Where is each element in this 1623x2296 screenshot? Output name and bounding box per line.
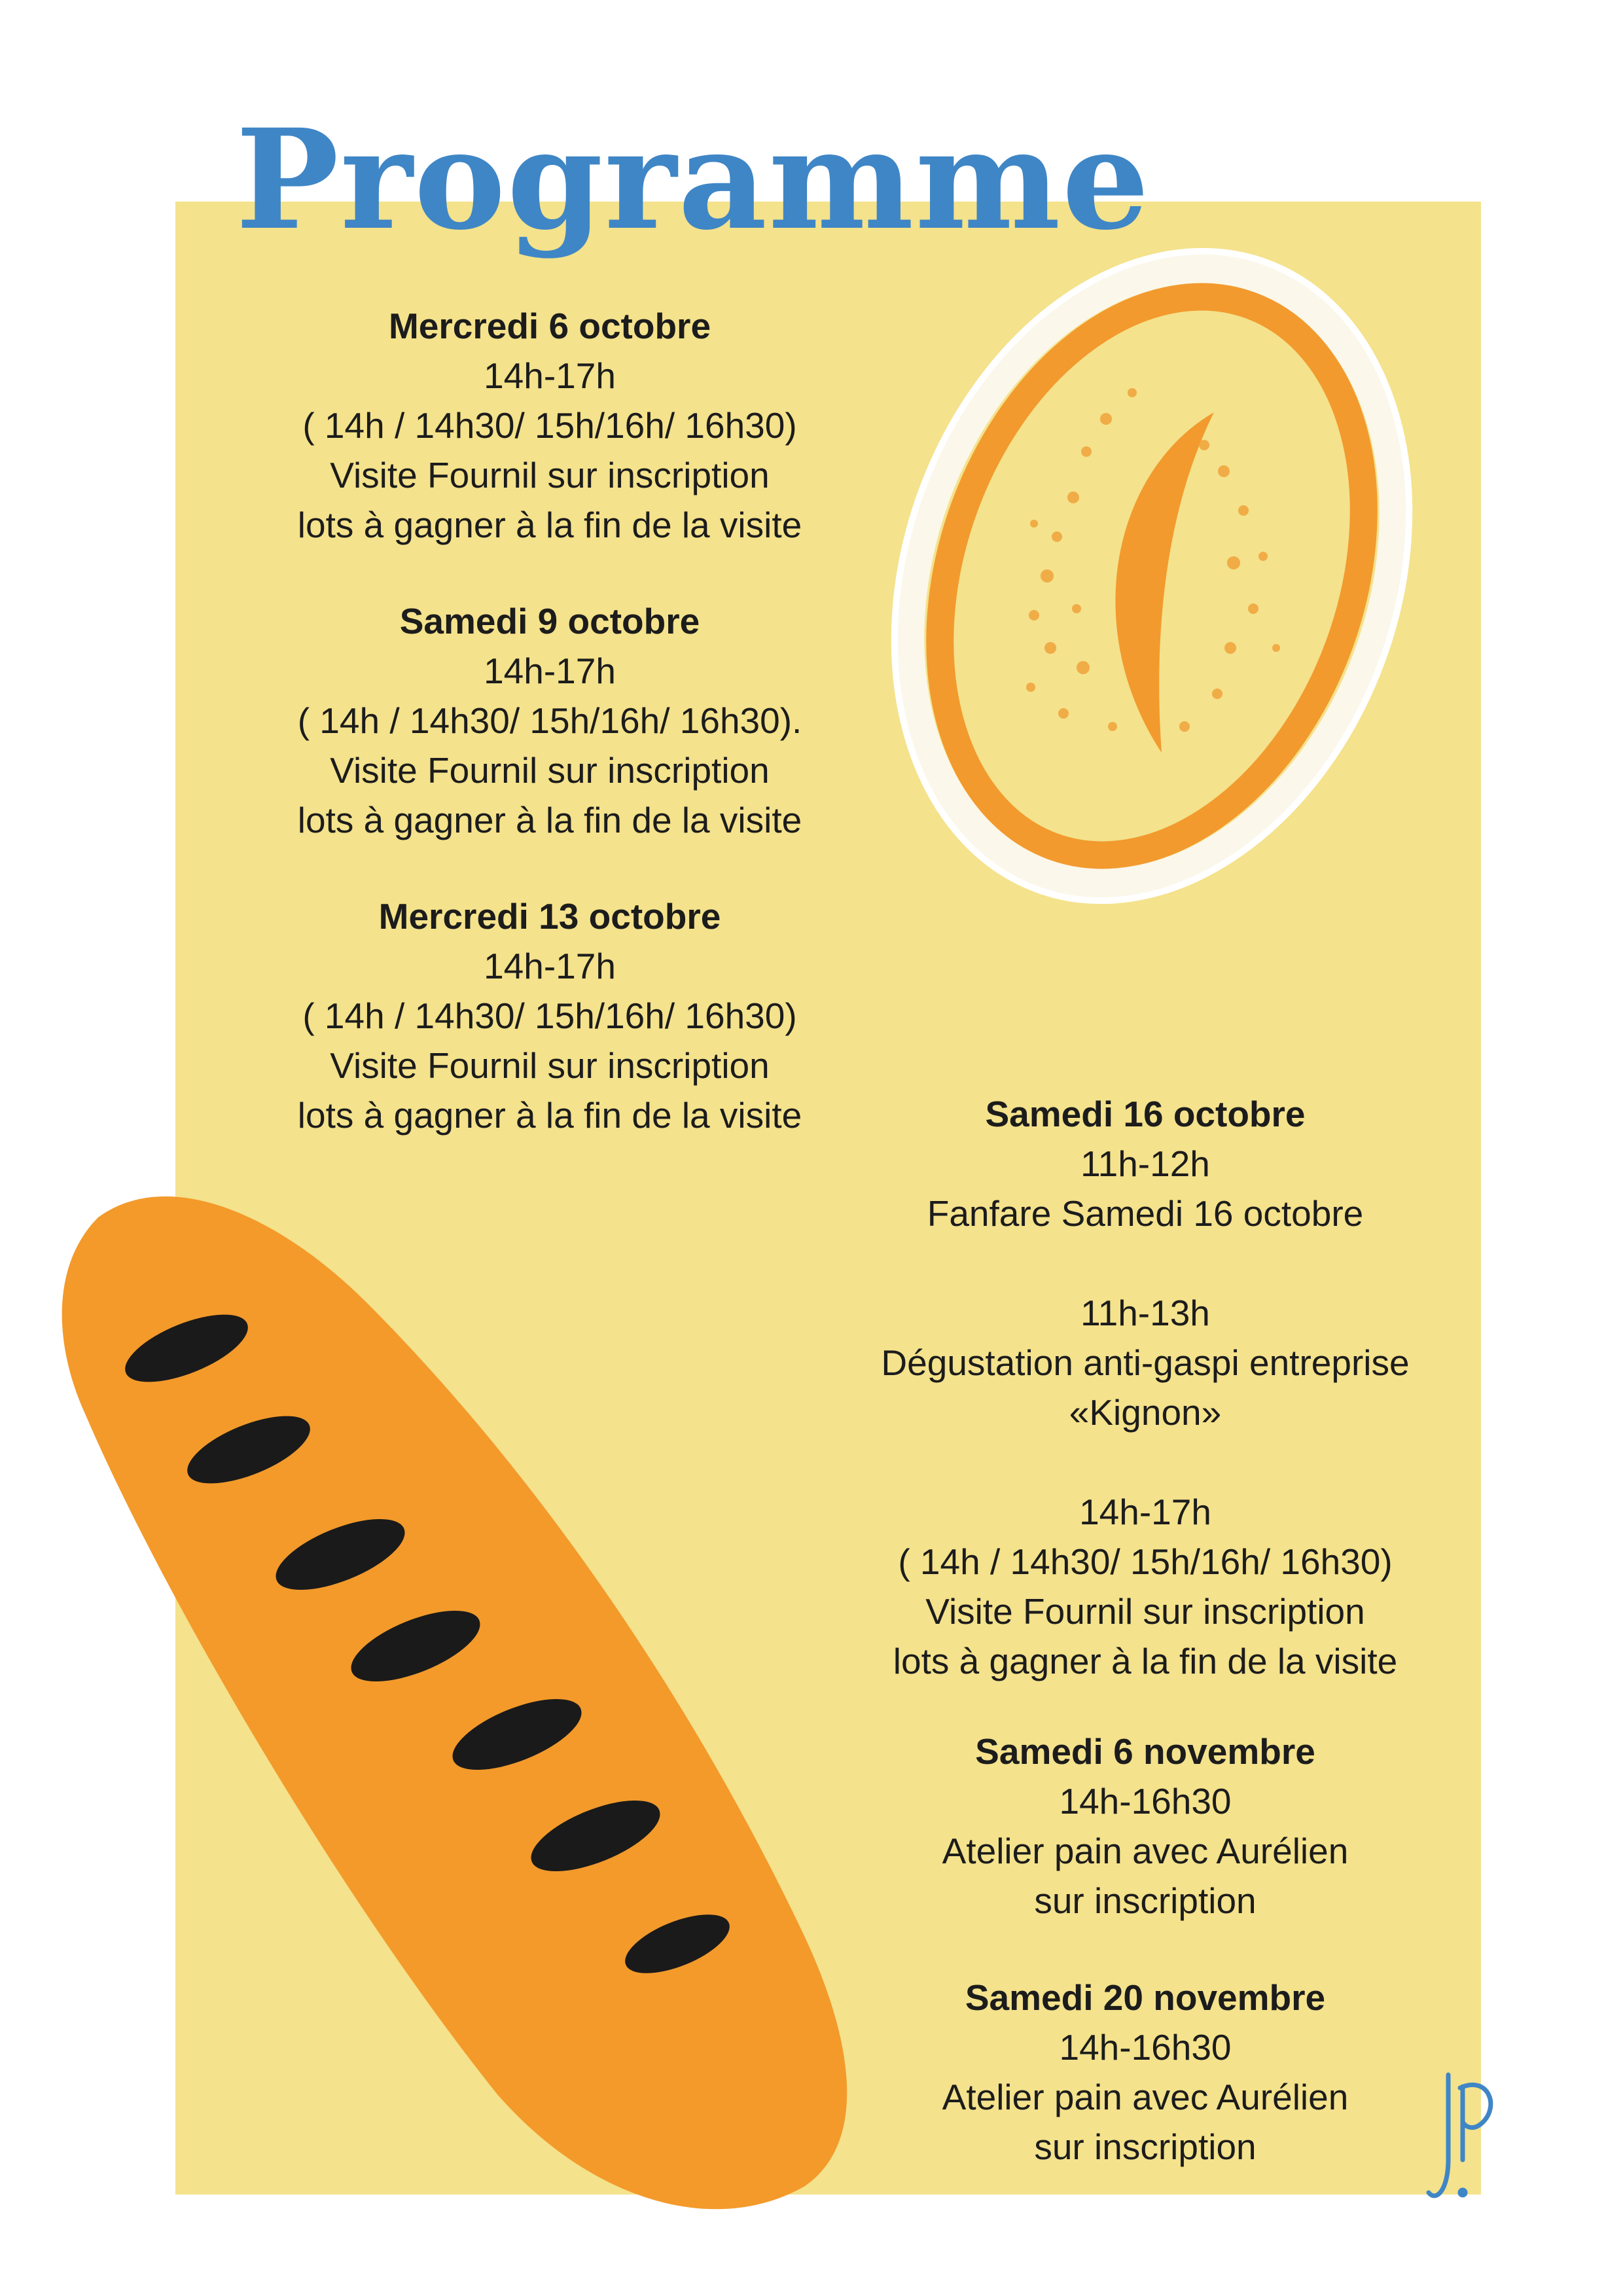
event-hours: 11h-12h [1080,1143,1210,1184]
event-note: lots à gagner à la fin de la visite [297,505,802,545]
event-note: sur inscription [1034,1880,1257,1921]
event-activity: Dégustation anti-gaspi entreprise [881,1342,1410,1383]
event-hours: 14h-17h [484,946,616,986]
event-date: Samedi 20 novembre [965,1977,1326,2018]
spacer [818,1238,1472,1288]
spacer [818,1437,1472,1487]
signature-monogram-icon [1423,2062,1502,2212]
event-date: Mercredi 6 octobre [388,306,711,346]
event-note: lots à gagner à la fin de la visite [297,800,802,840]
event-note: sur inscription [1034,2126,1257,2167]
baguette-illustration-icon [62,1196,847,2209]
event-mercredi-13-octobre [223,891,877,1140]
event-mercredi-6-octobre [223,301,877,550]
event-samedi-16-octobre [818,1089,1472,1686]
event-activity: Visite Fournil sur inscription [330,750,770,791]
event-date: Mercredi 13 octobre [378,896,721,937]
event-samedi-20-novembre [818,1973,1472,2172]
event-note: lots à gagner à la fin de la visite [297,1095,802,1136]
event-samedi-6-novembre [818,1727,1472,1926]
event-hours: 14h-17h [1079,1492,1211,1532]
event-activity: Atelier pain avec Aurélien [942,2077,1349,2117]
event-activity: Visite Fournil sur inscription [330,1045,770,1086]
event-activity: Atelier pain avec Aurélien [942,1831,1349,1871]
event-date: Samedi 6 novembre [975,1731,1315,1772]
event-hours: 14h-17h [484,651,616,691]
event-slots: ( 14h / 14h30/ 15h/16h/ 16h30) [302,996,797,1036]
event-hours: 11h-13h [1080,1293,1210,1333]
event-activity: Fanfare Samedi 16 octobre [927,1193,1364,1234]
event-samedi-9-octobre [223,596,877,845]
event-slots: ( 14h / 14h30/ 15h/16h/ 16h30) [302,405,797,446]
round-bread-illustration-icon [807,178,1497,973]
event-slots: ( 14h / 14h30/ 15h/16h/ 16h30) [898,1541,1393,1582]
event-activity: Visite Fournil sur inscription [330,455,770,495]
event-note: lots à gagner à la fin de la visite [893,1641,1398,1681]
event-hours: 14h-16h30 [1059,2027,1232,2068]
event-hours: 14h-16h30 [1059,1781,1232,1821]
event-slots: ( 14h / 14h30/ 15h/16h/ 16h30). [297,700,802,741]
page-title: Programme [236,99,1151,260]
event-company: «Kignon» [1069,1392,1222,1433]
event-activity: Visite Fournil sur inscription [925,1591,1365,1632]
event-date: Samedi 9 octobre [399,601,700,641]
event-date: Samedi 16 octobre [985,1094,1306,1134]
event-hours: 14h-17h [484,355,616,396]
